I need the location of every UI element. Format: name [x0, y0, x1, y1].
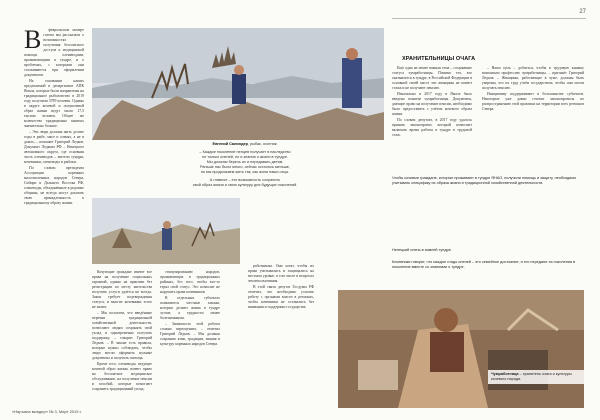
paragraph: Ещё одна не менее важная тема – сохранение статуса чумработницы. Помимо тех, кто оказывается в тундре, в Российской Федерации в основной своей массе эти женщины не имеют стажа и не получают пенсию. [392, 66, 472, 90]
paragraph: Кроме того, оленеводы, ведущие кочевой образ жизни, имеют право на бесплатное медицинское обслуживание, на получение пенсии и пособий, которые помогают сохранить традиционный уклад. [92, 362, 152, 391]
paragraph: В отдельных субъектах появляются местные законы, которые делают жизнь в тундре лучше, а трудности менее болезненными. [160, 296, 220, 320]
article-column-e [392, 66, 472, 156]
paragraph: – Эти люди должны жить долгие годы в рыбе, мясе и оленях, а не в домах, – поясняет Григорий Ледков. Документ Ледкова РФ – Ненецкого автономного округа, где основная часть оленеводов – жители тундры, кочевники, оленеводы и рыбаки. [24, 130, 84, 164]
quote-block [110, 142, 380, 188]
paragraph: На основании наших предложений в департамент АПК Ямала, которые были направлены на традиционное рыболовство в 2019 году получили 3789 человек. Однако в округе кочевой и полукочевой образ жизни ведут около 17,5 тысячи человек. Общее же количество традиционно занятых значительно больше. [24, 79, 84, 128]
quote-line: Мы должны беречь их и передавать детям. [206, 160, 284, 164]
article-column-d [248, 264, 314, 404]
paragraph: Кочующие граждане имеют все права на получение социальных гарантий, однако на практике без регистрации по месту жительства получить услуги удаётся не всегда. Закон требует подтверждения статуса, и многие кочевники этого не знают. [92, 270, 152, 309]
caption-right-mid2: Кочевники говорят, что каждое стадо оленей – это семейное достояние, и его передают из поколения в поколение вместе со знаниями о тундре. [392, 260, 576, 269]
quote-author: Евгений Салиндер, рыбак, охотник: [212, 142, 278, 146]
paragraph: Инициативу поддерживают в большинстве субъектов. Некоторые уже давно готовят законопроекты по распространению этой практики на территории всех регионов Севера. [482, 92, 584, 111]
photo-tundra-camp [92, 198, 240, 264]
quote-line: свой образ жизни и свою культуру для будущих поколений. [192, 183, 298, 187]
bottom-photo-caption: Чумработница – хранитель очага и культуры кочевого народа. [488, 370, 584, 384]
paragraph: В этой связи депутат Госдумы РФ отметил, что необходимо усилить работу с органами власти в регионах, чтобы кочевники не оставались без внимания и поддержки государства. [248, 285, 314, 309]
page-number: 27 [579, 9, 586, 15]
photo-woman-in-chum [338, 290, 584, 408]
section-heading: ХРАНИТЕЛЬНИЦЫ ОЧАГА [402, 56, 476, 62]
article-column-b [92, 270, 152, 400]
quote-line: не только оленей, но и знания о жизни в тундре. [202, 155, 288, 159]
paragraph: стимулированию народов, проживающих в традиционных районах, без того, чтобы кто-то терял свой статус. Это позволит не нарушать права кочевников. [160, 270, 220, 294]
paragraph: По словам депутата, в 2017 году удалось принять законопроект, который позволяет включать время работы в тундре в трудовой стаж. [392, 118, 472, 137]
dropcap: В [24, 25, 42, 54]
paragraph: – Мы полагаем, что введённые перечни традиционной хозяйственной деятельности, позволяют людям сохранять свой уклад и одновременно получать поддержку, – говорит Григорий Ледков. – В законе есть правила, которые нужно соблюдать, чтобы люди могли оформить нужные документы и получить помощь. [92, 311, 152, 360]
paragraph: – Наша цель – добиться, чтобы в трудовую книжку вписывали профессию чумработницы, – признаёт Григорий Ледков. – Женщины, работающие в чуме, должны быть уверены, что их труд учтён государством, чтобы они могли получать пенсию. [482, 66, 584, 90]
paragraph: Изначально в 2017 году в Ямале было введено понятие чумработницы. Документы, дающие право на получение пенсии, необходимо было предоставить с учётом кочевого образа жизни. [392, 92, 472, 116]
caption-right-mid: Ненецкий олень в зимней тундре. [392, 248, 452, 252]
quote-line: – Каждое поколение ненцев получает в наследство [199, 150, 291, 154]
page-footer: «Няръяна вындер» № 3, Март 2019 г. [12, 409, 82, 414]
paragraph: работникам. Они хотят, чтобы их права учитывались и защищались на местном уровне, в том числе в вопросах землепользования. [248, 264, 314, 283]
article-column-c [160, 270, 220, 400]
photo-reindeer-herders [92, 28, 384, 140]
quote-line: но мы продолжаем жить так, как жили наши отцы. [200, 170, 290, 174]
quote-line: Раньше нас было много, сейчас осталось меньше, [200, 165, 290, 169]
paragraph: февральском номере газеты мы рассказали о возможностях получения бесплатного доступа к медицинской помощи оленеводами, проживающими в тундре, и о проблемах, с которыми они сталкиваются при оформлении документов. [24, 28, 84, 77]
article-column-a [24, 25, 84, 358]
top-divider [392, 18, 586, 19]
article-column-f [482, 66, 584, 156]
paragraph: – Значимость этой работы сложно переоценить, – отметил Григорий Ледков. – Мы должны сохранять язык, традиции, знания и культуру коренных народов Севера. [160, 322, 220, 346]
quote-line: А главное – это возможность сохранить [209, 178, 281, 182]
caption-right-top: Чтобы кочевые граждане, которые проживают в тундре ЯНАО, получили помощь и защиту, необходимо учитывать специфику их образа жизни и традиционной хозяйственной деятельности. [392, 176, 576, 185]
paragraph: По словам президента Ассоциации коренных малочисленных народов Севера, Сибири и Дальнего Востока РФ, оленеводы, объединённые в родовые общины, не всегда могут доказать свою принадлежность к традиционному образу жизни. [24, 166, 84, 205]
